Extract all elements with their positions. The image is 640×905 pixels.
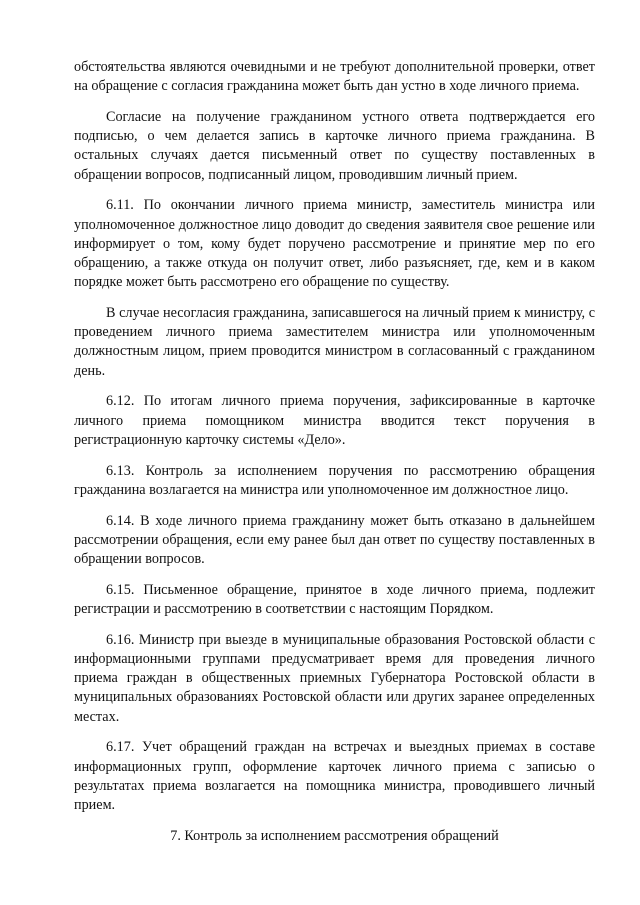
paragraph-oral-answer-consent: Согласие на получение гражданином устного ответа подтверждается его подписью, о чем делается запись в карточке личного приема гражданина. В остальных случаях дается письменный ответ по существу поставленных в обращении вопросов, подписанный лицом, проводившим личный прием. <box>74 109 595 183</box>
paragraph-6-13: 6.13. Контроль за исполнением поручения по рассмотрению обращения гражданина возлагается на министра или уполномоченное им должностное лицо. <box>74 462 595 498</box>
section-heading: 7. Контроль за исполнением рассмотрения обращений <box>170 827 499 844</box>
paragraph-6-14: 6.14. В ходе личного приема гражданину может быть отказано в дальнейшем рассмотрении обращения, если ему ранее был дан ответ по существу поставленных в обращении вопросов. <box>74 512 595 568</box>
paragraph-disagreement: В случае несогласия гражданина, записавшегося на личный прием к министру, с проведением личного приема заместителем министра или уполномоченным должностным лицом, прием проводится министром в согласованный с гражданином день. <box>74 305 595 379</box>
paragraph-6-11: 6.11. По окончании личного приема министр, заместитель министра или уполномоченное должностное лицо доводит до сведения заявителя свое решение или информирует о том, кому будет поручено рассмотрение и принятие мер по его обращению, а также откуда он получит ответ, либо разъясняет, где, кем и в каком порядке может быть рассмотрено его обращение по существу. <box>74 197 595 291</box>
paragraph-6-15: 6.15. Письменное обращение, принятое в ходе личного приема, подлежит регистрации и рассмотрению в соответствии с настоящим Порядком. <box>74 581 595 618</box>
paragraph-6-16: 6.16. Министр при выезде в муниципальные образования Ростовской области с информационными группами предусматривает время для проведения личного приема граждан в общественных приемных Губернатора Ростовской области в муниципальных образованиях Ростовской области или других заранее определенных местах. <box>74 631 595 725</box>
paragraph-6-17: 6.17. Учет обращений граждан на встречах и выездных приемах в составе информационных групп, оформление карточек личного приема с записью о результатах приема возлагается на помощника министра, проводившего личный прием. <box>74 739 595 814</box>
paragraph-6-12: 6.12. По итогам личного приема поручения, зафиксированные в карточке личного приема помощником министра вводится текст поручения в регистрационную карточку системы «Дело». <box>74 393 595 448</box>
paragraph-continuation: обстоятельства являются очевидными и не требуют дополнительной проверки, ответ на обращение с согласия гражданина может быть дан устно в ходе личного приема. <box>74 59 595 95</box>
document-page <box>74 58 595 846</box>
